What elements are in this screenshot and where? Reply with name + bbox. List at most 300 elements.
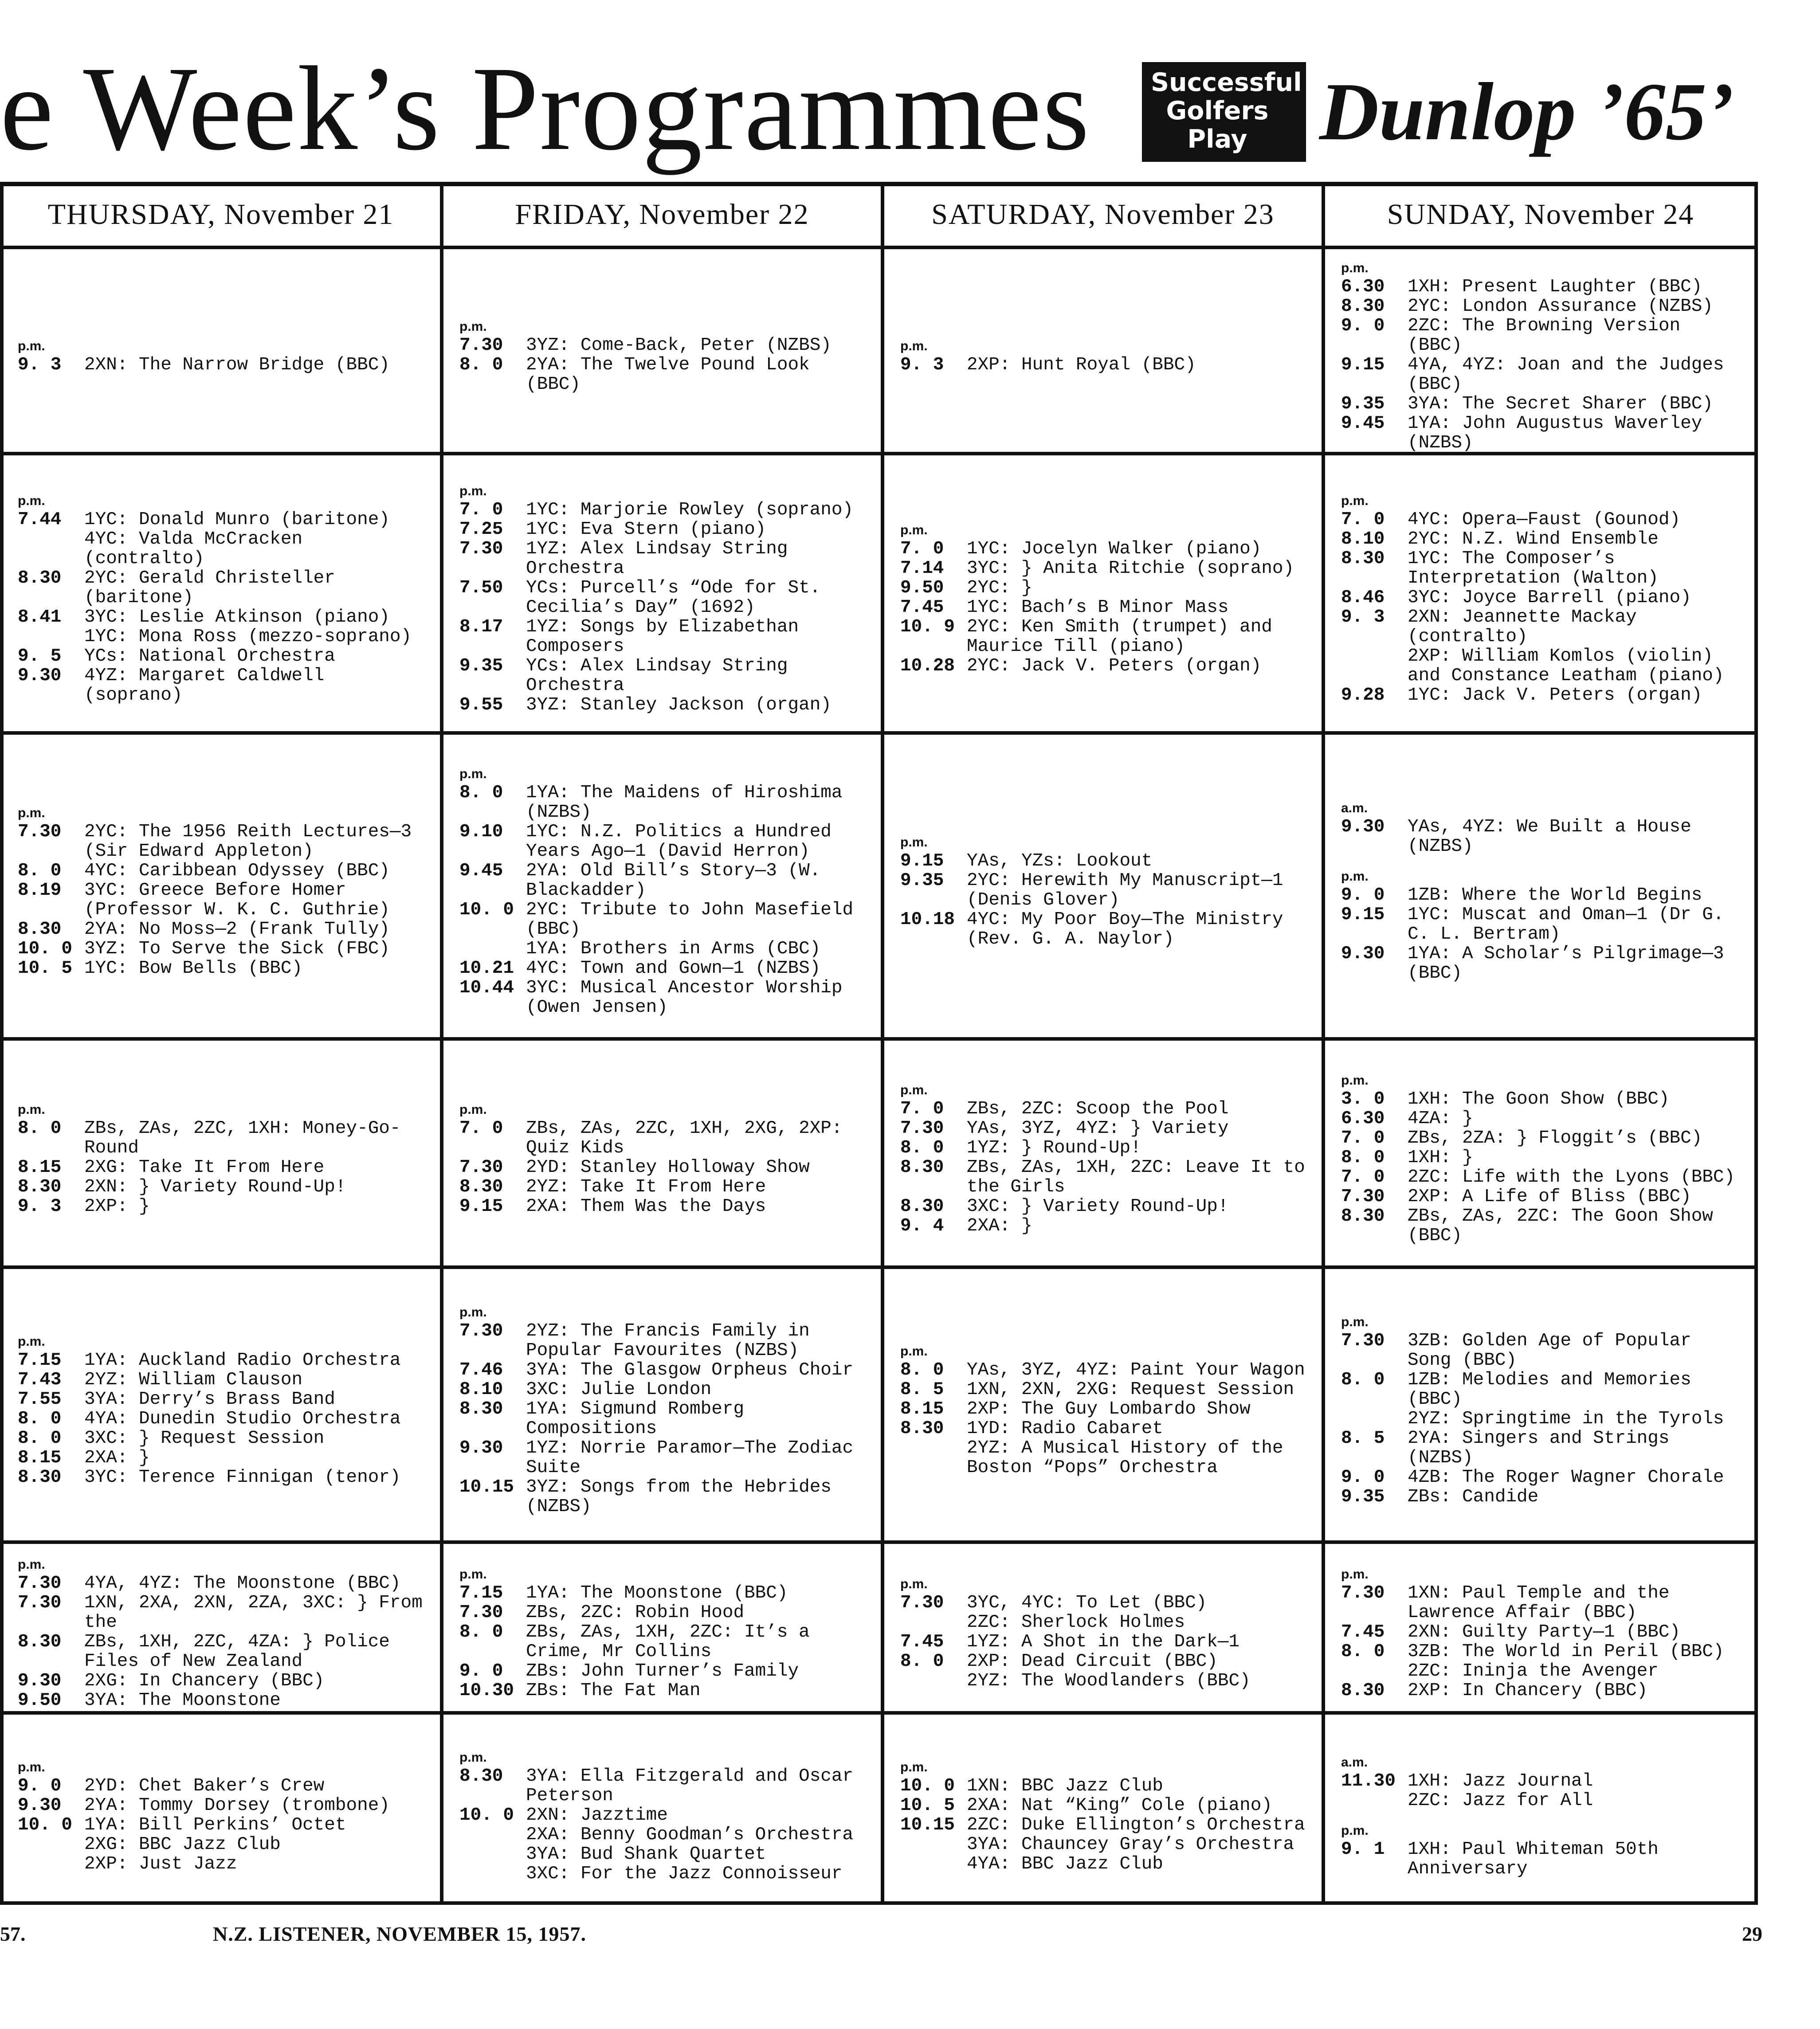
programme-entry bbox=[459, 1158, 869, 1177]
programme-time: 7.30 bbox=[1341, 1582, 1385, 1603]
programme-title: 1ZB: Where the World Begins bbox=[1408, 885, 1702, 905]
programme-entry bbox=[900, 910, 1310, 949]
programme-time bbox=[459, 1845, 526, 1864]
programme-entry bbox=[18, 529, 428, 568]
programme-entry bbox=[18, 355, 428, 375]
meridiem-label: p.m. bbox=[459, 1305, 487, 1320]
programme-title: 1YC: Donald Munro (baritone) bbox=[84, 509, 390, 530]
programme-time bbox=[1341, 1409, 1408, 1429]
programme-title: ZBs, 2ZA: } Floggit’s (BBC) bbox=[1408, 1128, 1702, 1148]
programme-title: 1YC: Bach’s B Minor Mass bbox=[967, 597, 1229, 618]
programme-time: 9. 0 bbox=[459, 1661, 503, 1681]
programme-title: 1YA: The Moonstone (BBC) bbox=[526, 1582, 788, 1603]
programme-entry bbox=[459, 578, 869, 617]
meridiem-label: p.m. bbox=[1341, 494, 1369, 508]
programme-entry bbox=[1341, 1468, 1745, 1487]
programme-entry bbox=[18, 1796, 428, 1815]
programme-title: ZBs: The Fat Man bbox=[526, 1680, 701, 1701]
programme-time: 9.45 bbox=[1341, 413, 1385, 434]
programme-entry bbox=[18, 1177, 428, 1197]
programme-title: 3YA: Chauncey Gray’s Orchestra bbox=[967, 1834, 1294, 1855]
programme-time: 7. 0 bbox=[459, 1118, 503, 1139]
programme-title: 2YC: N.Z. Wind Ensemble bbox=[1408, 529, 1659, 549]
programme-time: 10.18 bbox=[900, 909, 955, 930]
programme-time: 7.25 bbox=[459, 519, 503, 540]
programme-entry bbox=[900, 656, 1310, 676]
programme-title: 1XN, 2XA, 2XN, 2ZA, 3XC: } From the bbox=[84, 1592, 434, 1633]
programme-time: 9. 3 bbox=[18, 1196, 62, 1217]
programme-entry bbox=[1341, 1583, 1745, 1622]
programme-time: 8.10 bbox=[1341, 529, 1385, 549]
programme-title: 2YC: Jack V. Peters (organ) bbox=[967, 656, 1262, 676]
programme-title: 2XP: In Chancery (BBC) bbox=[1408, 1680, 1648, 1701]
programme-time: 7.43 bbox=[18, 1370, 62, 1390]
programme-entry bbox=[900, 617, 1310, 656]
programme-time: 9.30 bbox=[459, 1438, 503, 1458]
programme-entry bbox=[18, 568, 428, 607]
programme-entry bbox=[900, 1399, 1310, 1419]
day-header: SUNDAY, November 24 bbox=[1387, 198, 1694, 231]
programme-time bbox=[900, 1854, 967, 1874]
programme-title: 4YA, 4YZ: Joan and the Judges (BBC) bbox=[1408, 354, 1735, 395]
programme-entry bbox=[18, 666, 428, 705]
programme-title: 2XP: Hunt Royal (BBC) bbox=[967, 354, 1196, 375]
programme-title: 2YC: Ken Smith (trumpet) and Maurice Till (piano) bbox=[967, 617, 1283, 657]
programme-time: 7.30 bbox=[900, 1592, 944, 1613]
programme-title: YAs, YZs: Lookout bbox=[967, 851, 1153, 871]
schedule-cell bbox=[900, 1058, 1316, 1259]
programme-title: YAs, 4YZ: We Built a House (NZBS) bbox=[1408, 817, 1702, 857]
programme-entry bbox=[1341, 1128, 1745, 1148]
programme-title: 2XP: The Guy Lombardo Show bbox=[967, 1399, 1251, 1419]
meridiem-label: a.m. bbox=[1341, 801, 1368, 815]
programme-title: 3YA: Derry’s Brass Band bbox=[84, 1389, 335, 1410]
programme-time: 9.30 bbox=[18, 1795, 62, 1816]
programme-time: 9. 3 bbox=[18, 354, 62, 375]
schedule-cell bbox=[459, 1286, 869, 1534]
programme-title: 2YC: The 1956 Reith Lectures—3 (Sir Edward Appleton) bbox=[84, 822, 423, 862]
programme-title: ZBs, ZAs, 1XH, 2ZC: It’s a Crime, Mr Collins bbox=[526, 1622, 821, 1662]
programme-entry bbox=[459, 1321, 869, 1360]
programme-title: 1YZ: Norrie Paramor—The Zodiac Suite bbox=[526, 1438, 864, 1478]
programme-time: 8. 0 bbox=[459, 354, 503, 375]
programme-title: 2XA: } bbox=[967, 1215, 1032, 1236]
programme-time: 8.30 bbox=[18, 568, 62, 588]
programme-title: 2YC: } bbox=[967, 578, 1032, 598]
programme-title: 1XH: Jazz Journal bbox=[1408, 1770, 1593, 1791]
meridiem-label: p.m. bbox=[18, 806, 45, 820]
programme-title: 3YC: Musical Ancestor Worship (Owen Jensen) bbox=[526, 978, 854, 1018]
programme-time: 7. 0 bbox=[900, 1098, 944, 1119]
row-divider bbox=[0, 246, 1754, 249]
programme-title: 2XP: William Komlos (violin) and Constance Leatham (piano) bbox=[1408, 646, 1724, 686]
programme-title: 2ZC: Jazz for All bbox=[1408, 1790, 1593, 1811]
programme-time: 10. 0 bbox=[18, 1814, 73, 1835]
schedule-cell bbox=[900, 1286, 1310, 1534]
programme-time: 8.15 bbox=[900, 1399, 944, 1419]
programme-title: 2XN: Jeannette Mackay (contralto) bbox=[1408, 607, 1648, 647]
programme-time: 10. 0 bbox=[900, 1775, 955, 1796]
programme-time: 7.14 bbox=[900, 558, 944, 579]
programme-entry bbox=[900, 1119, 1310, 1138]
meridiem-label: p.m. bbox=[459, 767, 487, 781]
programme-title: 3XC: Julie London bbox=[526, 1379, 712, 1400]
programme-title: 2ZC: The Browning Version (BBC) bbox=[1408, 315, 1691, 356]
programme-entry bbox=[900, 1652, 1310, 1671]
programme-time bbox=[1341, 1791, 1408, 1810]
programme-title: ZBs, ZAs, 2ZC, 1XH, 2XG, 2XP: Quiz Kids bbox=[526, 1118, 854, 1158]
programme-entry bbox=[18, 510, 428, 529]
programme-title: 3YZ: Stanley Jackson (organ) bbox=[526, 695, 832, 715]
programme-time bbox=[18, 529, 84, 568]
programme-entry bbox=[1341, 1661, 1745, 1681]
programme-entry bbox=[18, 1691, 428, 1710]
programme-entry bbox=[1341, 1771, 1745, 1791]
schedule-cell bbox=[18, 752, 428, 1031]
programme-title: 2YZ: Springtime in the Tyrols bbox=[1408, 1409, 1724, 1429]
programme-entry bbox=[1341, 277, 1745, 297]
programme-time: 8.19 bbox=[18, 880, 62, 901]
programme-title: 1XH: Paul Whiteman 50th Anniversary bbox=[1408, 1839, 1670, 1879]
schedule-cell bbox=[1341, 1058, 1745, 1259]
programme-title: 3YC: Joyce Barrell (piano) bbox=[1408, 588, 1691, 608]
schedule-cell bbox=[459, 266, 869, 446]
programme-entry bbox=[1341, 549, 1745, 588]
programme-time: 10.28 bbox=[900, 656, 955, 676]
schedule-cell bbox=[459, 752, 869, 1031]
programme-time: 7.46 bbox=[459, 1360, 503, 1380]
programme-title: ZBs, 2ZC: Robin Hood bbox=[526, 1602, 745, 1623]
schedule-cell bbox=[1341, 1286, 1745, 1534]
programme-time: 7.30 bbox=[459, 335, 503, 356]
programme-time: 7.30 bbox=[459, 1157, 503, 1178]
schedule-cell bbox=[459, 1058, 869, 1259]
ad-brand-logo: Dunlop ’65’ bbox=[1319, 66, 1734, 157]
programme-time bbox=[900, 1613, 967, 1632]
programme-title: 2ZC: Sherlock Holmes bbox=[967, 1612, 1185, 1633]
programme-entry bbox=[459, 939, 869, 959]
programme-title: 1XH: } bbox=[1408, 1147, 1473, 1168]
programme-title: 2XG: BBC Jazz Club bbox=[84, 1834, 281, 1855]
programme-title: 2ZC: Ininja the Avenger bbox=[1408, 1661, 1659, 1681]
programme-entry bbox=[18, 1197, 428, 1216]
programme-time: 10.30 bbox=[459, 1680, 514, 1701]
programme-time bbox=[1341, 646, 1408, 685]
schedule-cell bbox=[18, 1731, 428, 1900]
programme-title: 3YA: The Moonstone bbox=[84, 1690, 281, 1711]
programme-entry bbox=[18, 1632, 428, 1671]
programme-time: 9. 1 bbox=[1341, 1839, 1385, 1860]
programme-entry bbox=[459, 822, 869, 861]
meridiem-label: p.m. bbox=[18, 338, 45, 353]
meridiem-label: a.m. bbox=[1341, 1755, 1368, 1770]
programme-time: 10.15 bbox=[900, 1814, 955, 1835]
programme-entry bbox=[1341, 885, 1745, 905]
programme-title: 4ZB: The Roger Wagner Chorale bbox=[1408, 1467, 1724, 1488]
meridiem-label: p.m. bbox=[900, 1344, 928, 1359]
programme-time: 9.28 bbox=[1341, 685, 1385, 705]
programme-entry bbox=[1341, 1089, 1745, 1109]
programme-time: 7.44 bbox=[18, 509, 62, 530]
schedule-cell bbox=[18, 266, 428, 446]
programme-entry bbox=[18, 1592, 434, 1633]
programme-time bbox=[459, 939, 526, 959]
programme-entry bbox=[18, 1409, 428, 1429]
programme-title: 4YC: Valda McCracken (contralto) bbox=[84, 529, 314, 569]
programme-time: 10. 5 bbox=[18, 958, 73, 979]
ad-slogan bbox=[1151, 68, 1302, 154]
schedule-cell bbox=[18, 1058, 428, 1259]
programme-entry bbox=[1341, 1206, 1745, 1246]
programme-entry bbox=[1341, 646, 1745, 685]
schedule-cell bbox=[900, 1731, 1310, 1900]
meridiem-label: p.m. bbox=[18, 1557, 45, 1572]
programme-time bbox=[900, 1438, 967, 1477]
programme-title: 3ZB: Golden Age of Popular Song (BBC) bbox=[1408, 1331, 1702, 1371]
meridiem-label: p.m. bbox=[1341, 1567, 1369, 1582]
programme-title: 1XN: Paul Temple and the Lawrence Affair (BBC) bbox=[1408, 1582, 1681, 1623]
programme-entry bbox=[459, 1767, 869, 1806]
programme-time: 10.15 bbox=[459, 1477, 514, 1497]
meridiem-label: p.m. bbox=[18, 1759, 45, 1774]
programme-title: 3YC: } Anita Ritchie (soprano) bbox=[967, 558, 1294, 579]
footer-publication: N.Z. LISTENER, NOVEMBER 15, 1957. bbox=[213, 1923, 586, 1945]
programme-time: 8.30 bbox=[459, 1176, 503, 1197]
programme-time: 7. 0 bbox=[459, 500, 503, 520]
programme-entry bbox=[900, 355, 1310, 375]
programme-time: 9. 4 bbox=[900, 1215, 944, 1236]
programme-time: 7.30 bbox=[459, 539, 503, 559]
programme-title: YCs: Alex Lindsay String Orchestra bbox=[526, 656, 799, 696]
programme-time: 7.30 bbox=[459, 1321, 503, 1341]
programme-title: ZBs, ZAs, 2ZC: The Goon Show (BBC) bbox=[1408, 1206, 1724, 1246]
schedule-cell bbox=[900, 1561, 1310, 1705]
programme-title: 3YZ: Songs from the Hebrides (NZBS) bbox=[526, 1477, 843, 1517]
programme-entry bbox=[18, 1854, 428, 1874]
programme-time: 8.30 bbox=[459, 1399, 503, 1419]
programme-entry bbox=[1341, 588, 1745, 607]
programme-title: 3XC: For the Jazz Connoisseur bbox=[526, 1863, 843, 1884]
programme-title: 2XP: Dead Circuit (BBC) bbox=[967, 1651, 1218, 1672]
programme-time: 8. 5 bbox=[1341, 1428, 1385, 1449]
programme-entry bbox=[900, 1138, 1310, 1158]
programme-entry bbox=[900, 1438, 1310, 1477]
programme-time: 10. 5 bbox=[900, 1795, 955, 1816]
programme-entry bbox=[18, 627, 428, 646]
programme-title: 3YC: Leslie Atkinson (piano) bbox=[84, 607, 390, 627]
ad-brand-panel bbox=[1306, 62, 1754, 162]
programme-entry bbox=[459, 520, 869, 539]
programme-title: 2YC: Gerald Christeller (baritone) bbox=[84, 568, 346, 608]
programme-time: 8.30 bbox=[18, 1467, 62, 1488]
meridiem-label: p.m. bbox=[459, 484, 487, 498]
programme-time: 8.15 bbox=[18, 1448, 62, 1468]
row-divider bbox=[0, 1265, 1754, 1269]
programme-time bbox=[459, 1825, 526, 1845]
programme-title: ZBs, ZAs, 2ZC, 1XH: Money-Go-Round bbox=[84, 1118, 401, 1158]
programme-entry bbox=[18, 1448, 428, 1468]
programme-entry bbox=[900, 1854, 1310, 1874]
programme-time: 8.30 bbox=[900, 1418, 944, 1439]
programme-title: 3YZ: To Serve the Sick (FBC) bbox=[84, 939, 390, 959]
column-divider bbox=[440, 186, 443, 1901]
programme-entry bbox=[459, 1681, 869, 1700]
programme-time: 8. 0 bbox=[1341, 1370, 1385, 1390]
programme-title: 1XH: Present Laughter (BBC) bbox=[1408, 276, 1702, 297]
programme-title: 2XG: Take It From Here bbox=[84, 1157, 325, 1178]
programme-title: ZBs, 1XH, 2ZC, 4ZA: } Police Files of New Zealand bbox=[84, 1631, 401, 1672]
programme-title: 2ZC: Life with the Lyons (BBC) bbox=[1408, 1167, 1735, 1187]
programme-entry bbox=[1341, 685, 1745, 705]
programme-title: 1YA: John Augustus Waverley (NZBS) bbox=[1408, 413, 1713, 453]
programme-title: ZBs: Candide bbox=[1408, 1487, 1539, 1507]
programme-entry bbox=[900, 1776, 1310, 1796]
column-divider bbox=[0, 186, 4, 1901]
programme-entry bbox=[18, 1429, 428, 1448]
programme-title: 1YC: N.Z. Politics a Hundred Years Ago—1 (David Herron) bbox=[526, 822, 843, 862]
programme-time: 10.21 bbox=[459, 958, 514, 979]
programme-entry bbox=[459, 1825, 869, 1845]
programme-title: 2XA: } bbox=[84, 1448, 150, 1468]
programme-title: 1XH: The Goon Show (BBC) bbox=[1408, 1089, 1670, 1109]
programme-title: YAs, 3YZ, 4YZ: Paint Your Wagon bbox=[967, 1360, 1305, 1380]
row-divider bbox=[0, 1540, 1754, 1544]
row-divider bbox=[0, 1711, 1754, 1715]
programme-title: 1YZ: Alex Lindsay String Orchestra bbox=[526, 539, 799, 579]
programme-entry bbox=[18, 1815, 428, 1835]
programme-title: 1YC: Jocelyn Walker (piano) bbox=[967, 539, 1262, 559]
programme-title: 3YC: Greece Before Homer (Professor W. K. C. Guthrie) bbox=[84, 880, 390, 920]
programme-time: 7. 0 bbox=[1341, 1128, 1385, 1148]
programme-entry bbox=[459, 1845, 869, 1864]
programme-time: 10. 9 bbox=[900, 617, 955, 637]
programme-time: 8.30 bbox=[1341, 548, 1385, 569]
programme-time: 8.30 bbox=[1341, 1206, 1385, 1226]
column-divider bbox=[881, 186, 884, 1901]
meridiem-label: p.m. bbox=[18, 1102, 45, 1117]
programme-title: 3YC, 4YC: To Let (BBC) bbox=[967, 1592, 1207, 1613]
meridiem-label: p.m. bbox=[900, 835, 928, 850]
programme-entry bbox=[900, 1613, 1310, 1632]
programme-entry bbox=[459, 1622, 869, 1661]
meridiem-label: p.m. bbox=[1341, 1823, 1369, 1838]
programme-entry bbox=[1341, 1370, 1745, 1409]
programme-time: 7.30 bbox=[1341, 1186, 1385, 1207]
programme-entry bbox=[1341, 1187, 1745, 1206]
programme-time bbox=[18, 1835, 84, 1854]
programme-title: 1YA: A Scholar’s Pilgrimage—3 (BBC) bbox=[1408, 944, 1735, 983]
programme-title: 1YC: Marjorie Rowley (soprano) bbox=[526, 500, 854, 520]
programme-time bbox=[18, 1854, 84, 1874]
programme-title: 1YA: Auckland Radio Orchestra bbox=[84, 1350, 401, 1371]
programme-time bbox=[459, 1864, 526, 1884]
schedule-cell bbox=[1341, 752, 1745, 1031]
meridiem-label: p.m. bbox=[18, 1334, 45, 1349]
programme-title: 1YC: Bow Bells (BBC) bbox=[84, 958, 303, 979]
programme-time bbox=[18, 627, 84, 646]
programme-title: 4YA, 4YZ: The Moonstone (BBC) bbox=[84, 1573, 401, 1594]
day-header: THURSDAY, November 21 bbox=[47, 198, 394, 231]
programme-title: 2YC: London Assurance (NZBS) bbox=[1408, 296, 1713, 317]
programme-time: 7.30 bbox=[18, 1592, 62, 1613]
programme-title: 3YA: Ella Fitzgerald and Oscar Peterson bbox=[526, 1766, 864, 1806]
programme-entry bbox=[459, 1360, 869, 1380]
programme-time: 9.35 bbox=[900, 870, 944, 891]
meridiem-label: p.m. bbox=[1341, 260, 1369, 275]
programme-title: 2XP: Just Jazz bbox=[84, 1853, 237, 1874]
programme-title: 1XN, 2XN, 2XG: Request Session bbox=[967, 1379, 1294, 1400]
row-divider bbox=[0, 731, 1754, 735]
programme-time: 7.45 bbox=[900, 1631, 944, 1652]
programme-time: 9.30 bbox=[1341, 817, 1385, 837]
programme-time: 7. 0 bbox=[900, 539, 944, 559]
programme-time: 8.30 bbox=[18, 1631, 62, 1652]
programme-time: 9.15 bbox=[900, 851, 944, 871]
programme-time: 8.10 bbox=[459, 1379, 503, 1400]
programme-entry bbox=[18, 861, 428, 881]
schedule-cell bbox=[900, 266, 1310, 446]
programme-time: 9. 3 bbox=[900, 354, 944, 375]
programme-title: 2XN: Guilty Party—1 (BBC) bbox=[1408, 1622, 1681, 1642]
programme-entry bbox=[459, 1119, 869, 1158]
programme-entry bbox=[1341, 1409, 1745, 1429]
meridiem-label: p.m. bbox=[1341, 1315, 1369, 1329]
programme-entry bbox=[459, 1806, 869, 1825]
programme-title: 1YC: Mona Ross (mezzo-soprano) bbox=[84, 627, 412, 647]
programme-time: 7.45 bbox=[900, 597, 944, 618]
programme-title: 3XC: } Request Session bbox=[84, 1428, 325, 1449]
programme-time: 7.15 bbox=[18, 1350, 62, 1371]
meridiem-label: p.m. bbox=[1341, 869, 1369, 884]
programme-time: 9.10 bbox=[459, 822, 503, 842]
programme-entry bbox=[900, 598, 1310, 617]
programme-title: 2YA: Tommy Dorsey (trombone) bbox=[84, 1795, 390, 1816]
programme-entry bbox=[900, 1099, 1310, 1119]
programme-entry bbox=[18, 920, 428, 939]
programme-entry bbox=[1341, 1429, 1745, 1468]
schedule-cell bbox=[1341, 260, 1745, 453]
programme-time: 7.30 bbox=[1341, 1331, 1385, 1351]
programme-title: 2YZ: The Woodlanders (BBC) bbox=[967, 1670, 1251, 1691]
programme-entry bbox=[1341, 414, 1745, 453]
programme-time: 8.30 bbox=[459, 1766, 503, 1786]
day-header: SATURDAY, November 23 bbox=[931, 198, 1275, 231]
programme-title: 2YA: Old Bill’s Story—3 (W. Blackadder) bbox=[526, 861, 832, 901]
meridiem-label: p.m. bbox=[900, 1759, 928, 1774]
programme-title: 3YA: The Glasgow Orpheus Choir bbox=[526, 1360, 854, 1380]
column-divider bbox=[1322, 186, 1325, 1901]
programme-entry bbox=[1341, 1622, 1745, 1642]
programme-entry bbox=[18, 1671, 428, 1691]
programme-entry bbox=[18, 1119, 428, 1158]
programme-title: 1YC: Eva Stern (piano) bbox=[526, 519, 766, 540]
programme-time: 10. 0 bbox=[459, 1805, 514, 1825]
programme-title: 4YA: Dunedin Studio Orchestra bbox=[84, 1409, 401, 1429]
meridiem-label: p.m. bbox=[18, 494, 45, 508]
programme-title: 2XG: In Chancery (BBC) bbox=[84, 1670, 325, 1691]
programme-time: 8. 0 bbox=[900, 1651, 944, 1672]
page-title: e Week’s Programmes bbox=[0, 42, 1090, 175]
programme-time: 8. 0 bbox=[459, 1622, 503, 1642]
programme-title: 2YZ: William Clauson bbox=[84, 1370, 303, 1390]
programme-entry bbox=[1341, 1681, 1745, 1700]
programme-time: 9.35 bbox=[459, 656, 503, 676]
programme-entry bbox=[18, 1776, 428, 1796]
programme-title: 1YA: Sigmund Romberg Compositions bbox=[526, 1399, 755, 1439]
programme-title: 4YC: Opera—Faust (Gounod) bbox=[1408, 509, 1681, 530]
programme-time bbox=[900, 1835, 967, 1854]
programme-title: 4YC: Town and Gown—1 (NZBS) bbox=[526, 958, 821, 979]
